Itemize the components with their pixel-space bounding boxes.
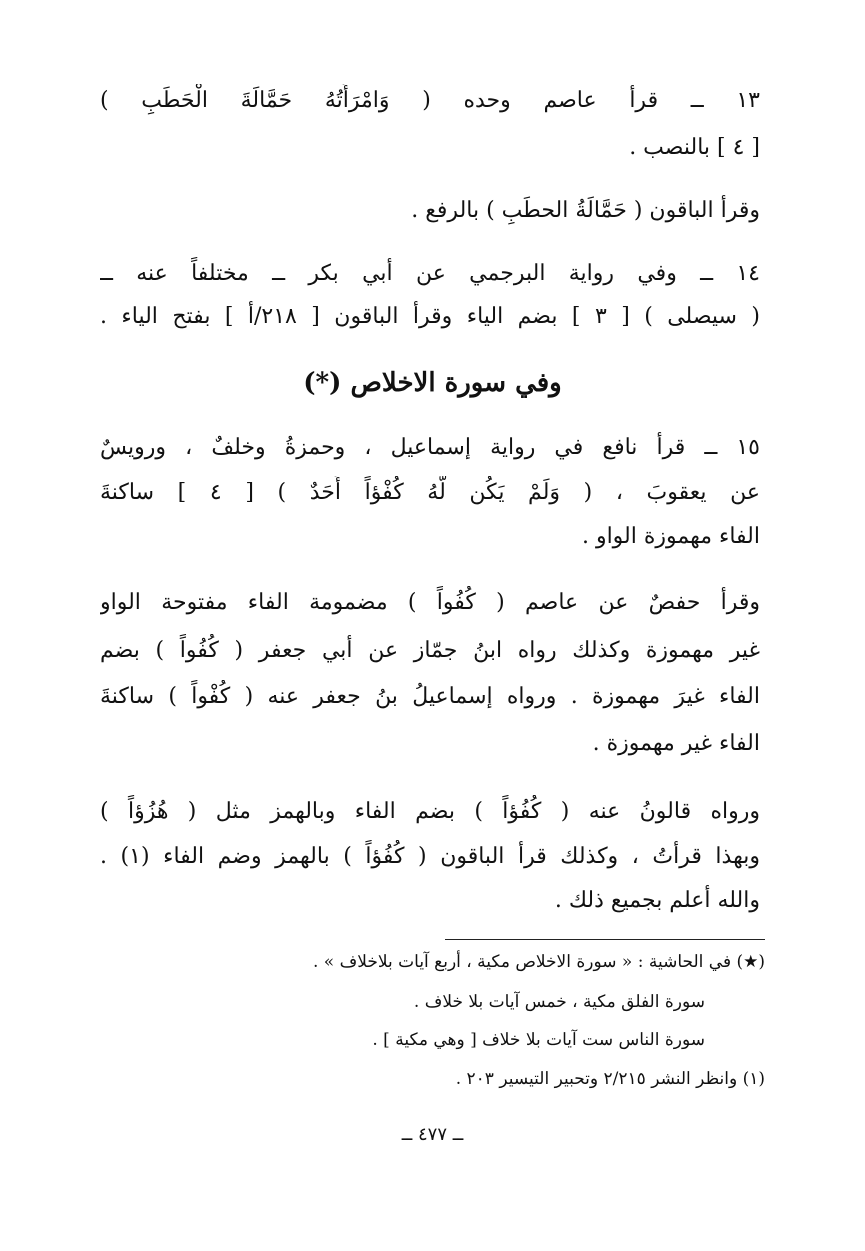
paragraph-13-line-1: ١٣ ــ قرأ عاصم وحده ( وَامْرَأَتُهُ حَمَّالَةَ الْحَطَبِ ) [100,88,760,113]
paragraph-14-line-1: ١٤ ــ وفي رواية البرجمي عن أبي بكر ــ مختلفاً عنه ــ [100,261,760,286]
paragraph-17-line-2: وبهذا قرأتُ ، وكذلك قرأ الباقون ( كُفُؤاً ) بالهمز وضم الفاء (١) . [100,844,760,869]
page-number: ــ ٤٧٧ ــ [401,1124,464,1145]
footnote-star: (★) في الحاشية : « سورة الاخلاص مكية ، أربع آيات بلاخلاف » . [312,952,765,972]
paragraph-13b-line-1: وقرأ الباقون ( حَمَّالَةُ الحطَبِ ) بالرفع . [411,198,760,223]
surah-heading: وفي سورة الاخلاص (*) [303,368,562,398]
paragraph-15-line-3: الفاء مهموزة الواو . [581,524,760,549]
paragraph-15-line-1: ١٥ ــ قرأ نافع في رواية إسماعيل ، وحمزةُ وخلفٌ ، ورويسٌ [100,435,760,460]
paragraph-17-line-3: والله أعلم بجميع ذلك . [554,888,760,913]
footnote-divider [445,939,765,940]
footnote-star-continued-1: سورة الفلق مكية ، خمس آيات بلا خلاف . [413,992,705,1012]
paragraph-14-line-2: ( سيصلى ) [ ٣ ] بضم الياء وقرأ الباقون [ ٢١٨/أ ] بفتح الياء . [100,304,760,329]
paragraph-17-line-1: ورواه قالونُ عنه ( كُفُؤاً ) بضم الفاء وبالهمز مثل ( هُزُؤاً ) [100,799,760,824]
footnote-1: (١) وانظر النشر ٢/٢١٥ وتحبير التيسير ٢٠٣ . [455,1069,765,1089]
paragraph-16-line-2: غير مهموزة وكذلك رواه ابنُ جمّاز عن أبي جعفر ( كُفُواً ) بضم [100,638,760,663]
paragraph-16-line-4: الفاء غير مهموزة . [592,731,760,756]
paragraph-13-line-2: [ ٤ ] بالنصب . [629,135,760,160]
paragraph-15-line-2: عن يعقوبَ ، ( وَلَمْ يَكُن لَّهُ كُفْؤاً أَحَدٌ ) [ ٤ ] ساكنةَ [100,480,760,505]
paragraph-16-line-1: وقرأ حفصٌ عن عاصم ( كُفُواً ) مضمومة الفاء مفتوحة الواو [100,590,760,615]
paragraph-16-line-3: الفاء غيرَ مهموزة . ورواه إسماعيلُ بنُ جعفر عنه ( كُفْواً ) ساكنةَ [100,684,760,709]
footnote-star-continued-2: سورة الناس ست آيات بلا خلاف [ وهي مكية ] . [372,1030,705,1050]
